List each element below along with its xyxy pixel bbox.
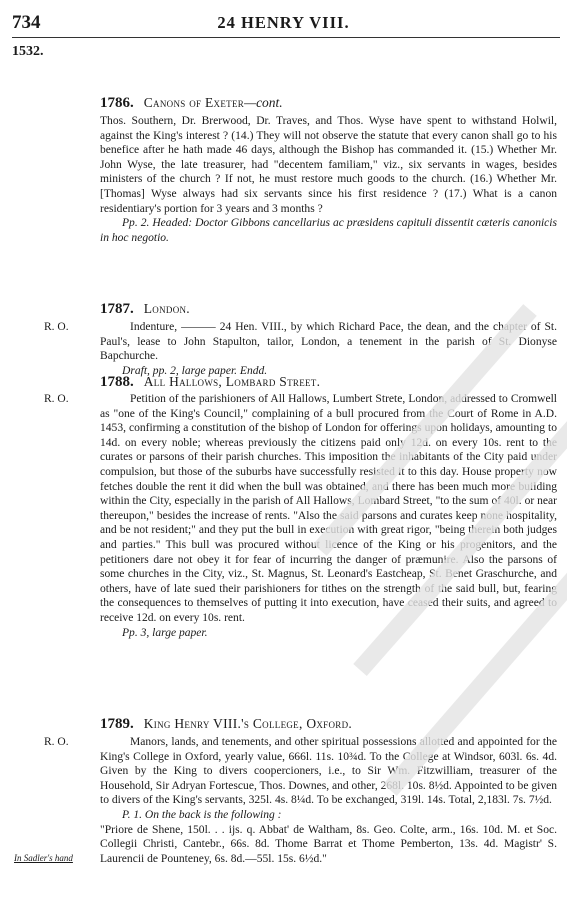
entry-number: 1788. [100,374,134,390]
entry-heading: All Hallows, Lombard Street. [143,374,321,389]
margin-source: R. O. [44,736,69,748]
entry-paragraph: Thos. Southern, Dr. Brerwood, Dr. Traves, and Thos. Wyse have spent to withstand Holwil, against the King's interest ? (14.) They will not observe the statute that every canon shall go to his benefice after he hath made 46 days, although the Bishop has commanded it. (15.) Whether Mr. John Wyse, the late treasurer, had "decentem familiam," viz., six servants in wages, besides ministers of the church ? If not, he must restore much goods to the church. (16.) Whether Mr. [Thomas] Wyse always had six servants since his first residence ? (17.) What is a canon residentiary's portion for 3 years and 3 months ? [100,115,557,215]
entry-1788-title [100,374,320,391]
entry-1786-title [100,95,283,112]
margin-note: In Sadler's hand [14,853,73,863]
entry-number: 1786. [100,95,134,111]
entry-meta: P. 1. On the back is the following : [122,808,282,821]
margin-source: R. O. [44,321,69,333]
entry-number: 1787. [100,301,134,317]
header-rule [12,37,560,38]
entry-1789-title [100,716,352,733]
entry-1787-title [100,301,190,318]
year-label: 1532. [12,44,44,59]
entry-heading: London. [143,301,190,316]
entry-number: 1789. [100,716,134,732]
entry-1786-body [100,114,557,245]
running-title: 24 HENRY VIII. [217,13,350,32]
entry-heading-suffix: —cont. [244,95,283,110]
margin-source: R. O. [44,393,69,405]
entry-heading: Canons of Exeter [143,95,245,110]
entry-meta: Draft, pp. 2, large paper. Endd. [122,364,268,377]
entry-1789-body [100,735,557,866]
entry-paragraph: Petition of the parishioners of All Hallows, Lumbert Strete, London, addressed to Cromwell as "one of the King's Council," complaining of a bull procured from the Court of Rome in A.D. 1453, confirming a constitution of the bishop of London for offerings upon holidays, amounting to 14d. on every noble; whereas previously the citizens paid only 12d. on every 10s. rent to the curates or parsons of their parish churches. This imposition the inhabitants of the City paid under compulsion, but those of the suburbs have successfully resisted it to this day. House property now fetches double the rent it did when the bull was obtained, and there has been much more building within the City, especially in the parish of All Hallows, Lombard Street, "to the sum of 40l. or near thereupon," besides the increase of rents. "Also the said parsons and curates keep none hospitality, and be not resident;" and they put the bull in execution with great rigor, "being therein both judges and parties." This bull was procured without licence of the King or his progenitors, and the petitioners dare not obey it for fear of incurring the danger of præmunire. Also the parsons of some churches in the City, viz., St. Magnus, St. Leonard's Eastcheap, St. Benet Graschurche, and others, have of late sued their parishioners for tithes on the strength of the said bull, but, fearing the consequences to themselves of putting it into execution, have ceased their suits, and agreed to receive 12d. on every 10s. rent. [100,393,557,624]
entry-1787-body [100,320,557,378]
entry-meta: Pp. 3, large paper. [122,626,208,639]
entry-heading: King Henry VIII.'s College, Oxford. [143,716,353,731]
entry-paragraph: Indenture, ——— 24 Hen. VIII., by which Richard Pace, the dean, and the chapter of St. Paul's, lease to John Stapulton, tailor, London, a tenement in the parish of St. Dionyse Bapchurche. [100,321,557,363]
entry-meta: Pp. 2. Headed: Doctor Gibbons cancellarius ac præsidens capituli dissentit cæteris canonicis in hoc negotio. [100,217,557,244]
entry-paragraph: Manors, lands, and tenements, and other spiritual possessions allotted and appointed for the King's College in Oxford, yearly value, 666l. 11s. 10¾d. To the College at Windsor, 603l. 6s. 4d. Given by the King to divers coopercioners, i.e., to Sir Wm. Fitzwilliam, treasurer of the Household, Sir Adryan Fortescue, Thos. Downes, and other, 268l. 10s. 8½d. Appointed to be given to divers of the King's servants, 325l. 4s. 8¼d. To be exchanged, 319l. 14s. Total, 2,183l. 7s. 7½d. [100,736,557,807]
entry-quote: "Priore de Shene, 150l. . . ijs. q. Abbat' de Waltham, 8s. Geo. Colte, arm., 16s. 10d. M. et Soc. Collegii Christi, Cantebr., 66s. 8d. Thome Barrat et Thome Pemberton, 13s. 4d. Magistr' S. Laurencii de Pounteney, 6s. 8d.—55l. 15s. 6½d." [100,823,557,865]
entry-1788-body [100,392,557,640]
page-number: 734 [12,12,41,33]
page-header [0,12,567,36]
